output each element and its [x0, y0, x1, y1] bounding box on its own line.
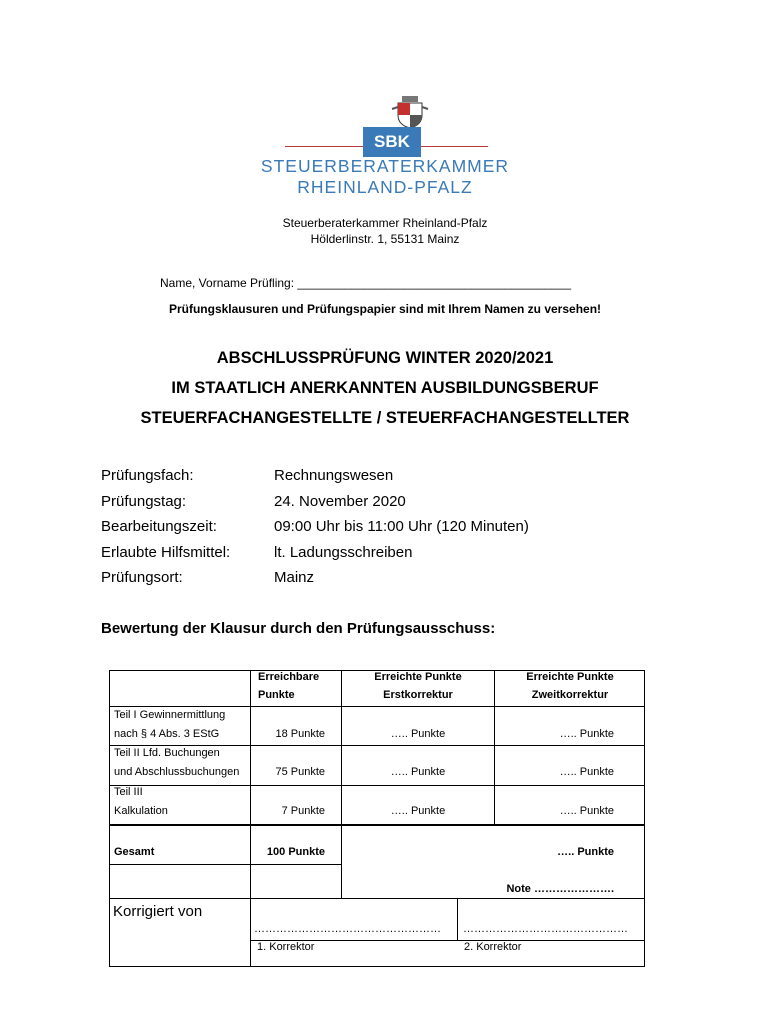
info-label-aids: Erlaubte Hilfsmittel:	[101, 544, 231, 561]
row3-label-line1: Teil III	[114, 786, 143, 798]
row3-first[interactable]: ….. Punkte	[390, 805, 446, 817]
header-first-line1: Erreichte Punkte	[374, 671, 462, 683]
info-label-duration: Bearbeitungszeit:	[101, 518, 217, 535]
address-line1: Steuerberaterkammer Rheinland-Pfalz	[282, 216, 488, 230]
info-label-subject: Prüfungsfach:	[101, 467, 194, 484]
info-value-aids: lt. Ladungsschreiben	[274, 544, 413, 561]
info-value-subject: Rechnungswesen	[274, 467, 394, 484]
grade-field[interactable]: Note ………………….	[506, 883, 614, 895]
info-value-location: Mainz	[274, 569, 315, 586]
coat-of-arms-icon	[390, 95, 430, 129]
title-line3: STEUERFACHANGESTELLTE / STEUERFACHANGESTELLTER	[140, 409, 630, 427]
header-max-line1: Erreichbare	[258, 671, 320, 683]
title-line1: ABSCHLUSSPRÜFUNG WINTER 2020/2021	[216, 349, 554, 367]
header-max-line2: Punkte	[258, 689, 295, 701]
header-second-line1: Erreichte Punkte	[526, 671, 614, 683]
row3-second[interactable]: ….. Punkte	[559, 805, 614, 817]
row1-second[interactable]: ….. Punkte	[559, 728, 614, 740]
corrected-by-label: Korrigiert von	[113, 903, 203, 920]
row2-second[interactable]: ….. Punkte	[559, 766, 614, 778]
total-max: 100 Punkte	[266, 846, 325, 858]
logo-text-line1: STEUERBERATERKAMMER	[260, 156, 510, 176]
corrector2-signature-line[interactable]: ………………………………………	[463, 923, 628, 935]
total-label: Gesamt	[114, 846, 155, 858]
address-line2: Hölderlinstr. 1, 55131 Mainz	[310, 232, 460, 246]
evaluation-heading: Bewertung der Klausur durch den Prüfungsausschuss:	[101, 620, 496, 637]
row1-label-line2: nach § 4 Abs. 3 EStG	[114, 728, 220, 740]
corrector1-label: 1. Korrektor	[257, 941, 315, 953]
row2-label-line2: und Abschlussbuchungen	[114, 766, 240, 778]
row1-label-line1: Teil I Gewinnermittlung	[114, 709, 226, 721]
info-label-location: Prüfungsort:	[101, 569, 183, 586]
notice-text: Prüfungsklausuren und Prüfungspapier sind mit Ihrem Namen zu versehen!	[168, 302, 602, 316]
row1-max: 18 Punkte	[275, 728, 325, 740]
info-label-date: Prüfungstag:	[101, 493, 187, 510]
title-line2: IM STAATLICH ANERKANNTEN AUSBILDUNGSBERUF	[171, 379, 599, 397]
header-second-line2: Zweitkorrektur	[531, 689, 609, 701]
row3-label-line2: Kalkulation	[114, 805, 168, 817]
name-field[interactable]: Name, Vorname Prüfling: _________________________________________	[160, 276, 572, 290]
logo-abbreviation: SBK	[363, 127, 421, 157]
corrector2-label: 2. Korrektor	[464, 941, 522, 953]
row2-first[interactable]: ….. Punkte	[390, 766, 446, 778]
row3-max: 7 Punkte	[281, 805, 325, 817]
header-first-line2: Erstkorrektur	[383, 689, 453, 701]
row1-first[interactable]: ….. Punkte	[390, 728, 446, 740]
row2-max: 75 Punkte	[275, 766, 325, 778]
total-points[interactable]: ….. Punkte	[557, 846, 614, 858]
row2-label-line1: Teil II Lfd. Buchungen	[114, 747, 220, 759]
logo-text-line2: RHEINLAND-PFALZ	[297, 177, 473, 197]
info-value-date: 24. November 2020	[274, 493, 406, 510]
info-value-duration: 09:00 Uhr bis 11:00 Uhr (120 Minuten)	[274, 518, 529, 535]
corrector1-signature-line[interactable]: ……………………………………………	[254, 923, 441, 935]
